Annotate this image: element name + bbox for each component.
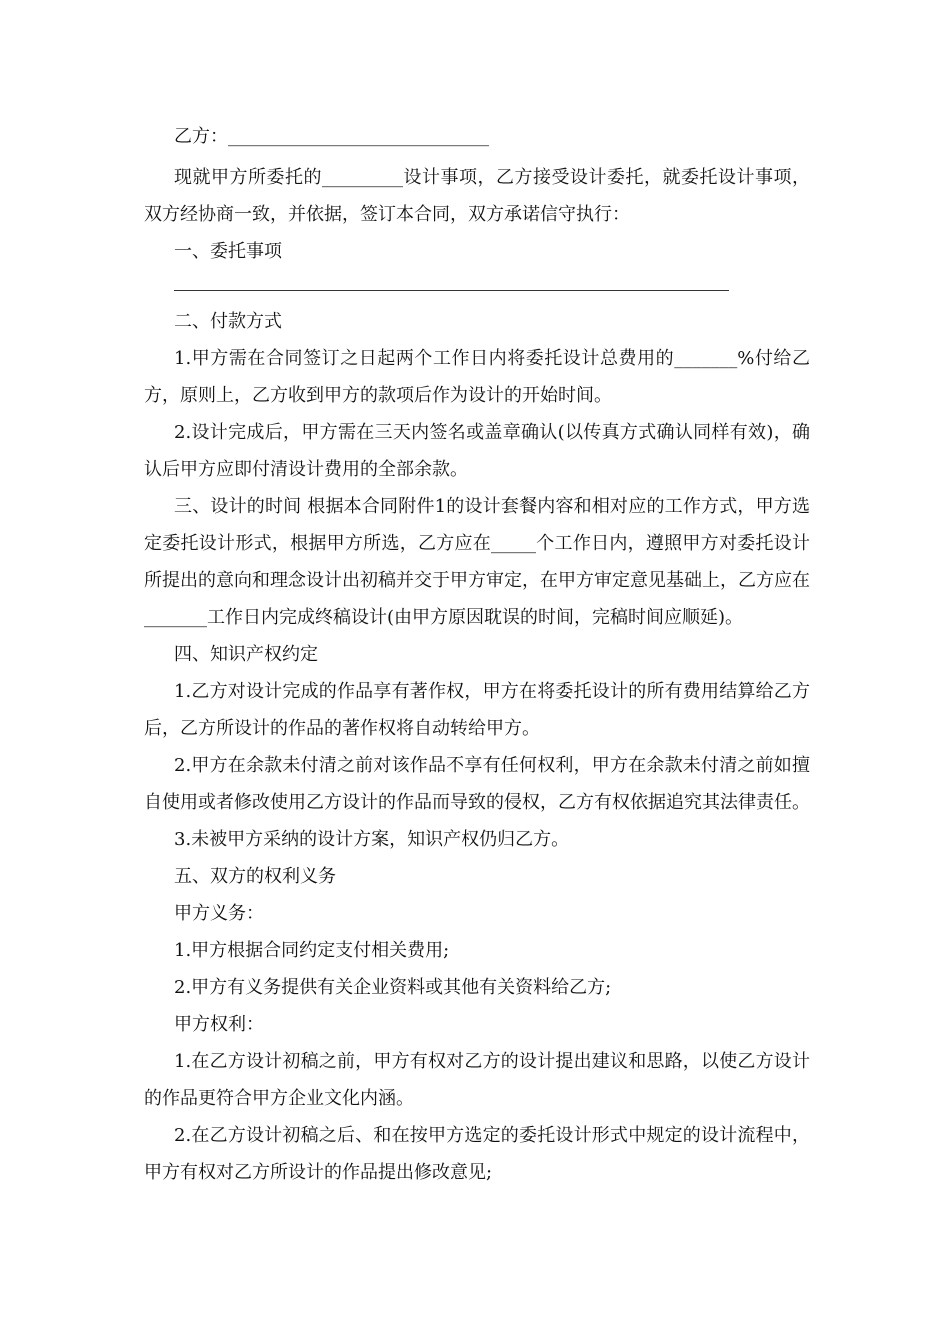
section4-item-1: 1.乙方对设计完成的作品享有著作权，甲方在将委托设计的所有费用结算给乙方后，乙方所设计的作品的著作权将自动转给甲方。 [144, 681, 810, 739]
party-b-line: 乙方：_____________________________ [174, 126, 489, 147]
section5-heading: 五、双方的权利义务 [174, 866, 336, 887]
contract-page [144, 118, 810, 1191]
party-a-duty-2: 2.甲方有义务提供有关企业资料或其他有关资料给乙方; [174, 977, 612, 998]
section1-heading: 一、委托事项 [174, 241, 282, 262]
section4-item-2: 2.甲方在余款未付清之前对该作品不享有任何权利，甲方在余款未付清之前如擅自使用或者修改使用乙方设计的作品而导致的侵权，乙方有权依据追究其法律责任。 [144, 755, 810, 813]
section4-item-3: 3.未被甲方采纳的设计方案，知识产权仍归乙方。 [174, 829, 570, 850]
section2-item-1: 1.甲方需在合同签订之日起两个工作日内将委托设计总费用的_______%付给乙方，原则上，乙方收到甲方的款项后作为设计的开始时间。 [144, 348, 810, 406]
party-a-duty-1: 1.甲方根据合同约定支付相关费用; [174, 940, 450, 961]
party-a-duties-label: 甲方义务： [174, 903, 264, 924]
party-a-right-1: 1.在乙方设计初稿之前，甲方有权对乙方的设计提出建议和思路，以使乙方设计的作品更符合甲方企业文化内涵。 [144, 1051, 810, 1109]
party-a-rights-label: 甲方权利： [174, 1014, 264, 1035]
section4-heading: 四、知识产权约定 [174, 644, 318, 665]
section3-paragraph: 三、设计的时间 根据本合同附件1的设计套餐内容和相对应的工作方式，甲方选定委托设计形式，根据甲方所选，乙方应在_____个工作日内，遵照甲方对委托设计所提出的意向和理念设计出初稿并交于甲方审定，在甲方审定意见基础上，乙方应在_______工作日内完成终稿设计(由甲方原因耽误的时间，完稿时间应顺延)。 [144, 496, 810, 628]
entrust-matters-blank-line [174, 290, 729, 291]
section2-item-2: 2.设计完成后，甲方需在三天内签名或盖章确认(以传真方式确认同样有效)，确认后甲方应即付清设计费用的全部余款。 [144, 422, 810, 480]
party-a-right-2: 2.在乙方设计初稿之后、和在按甲方选定的委托设计形式中规定的设计流程中，甲方有权对乙方所设计的作品提出修改意见; [144, 1125, 810, 1183]
intro-paragraph: 现就甲方所委托的_________设计事项，乙方接受设计委托，就委托设计事项，双方经协商一致，并依据，签订本合同，双方承诺信守执行： [144, 167, 810, 225]
section2-heading: 二、付款方式 [174, 311, 282, 332]
